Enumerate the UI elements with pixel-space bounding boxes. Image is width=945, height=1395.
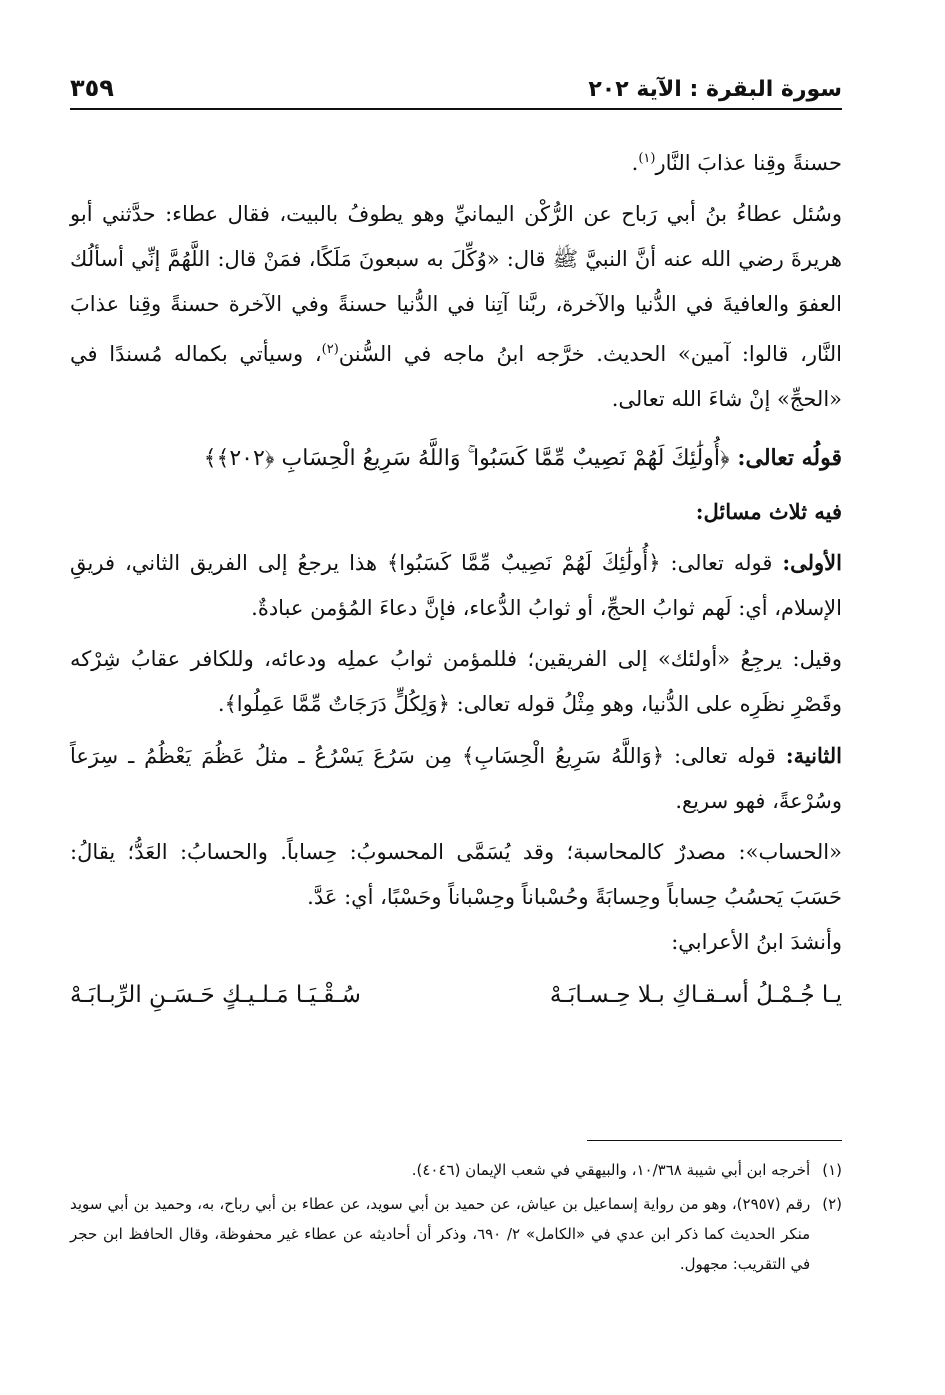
paragraph-1-end: . xyxy=(631,151,639,175)
ayah-text: ﴿أُولَٰئِكَ لَهُمْ نَصِيبٌ مِّمَّا كَسَبُوا ۚ وَاللَّهُ سَرِيعُ الْحِسَابِ ﴿٢٠٢﴾﴾ xyxy=(203,446,730,471)
hisab-text: «الحساب»: مصدرٌ كالمحاسبة؛ وقد يُسَمَّى المحسوبُ: حِساباً. والحسابُ: العَدُّ؛ يقالُ: حَسَبَ يَحسُبُ حِساباً وحِسابَةً وحُسْباناً وحِسْباناً وحَسْبًا، أي: عَدَّ. xyxy=(70,840,842,909)
paragraph-1 xyxy=(70,136,842,186)
footnote-ref-1: (١) xyxy=(638,151,656,166)
second-issue-text: قوله تعالى: ﴿وَاللَّهُ سَرِيعُ الْحِسَابِ﴾ مِن سَرُعَ يَسْرُعُ ـ مثلُ عَظُمَ يَعْظُمُ ـ سِرَعاً وسُرْعةً، فهو سريع. xyxy=(70,744,842,813)
qil-paragraph: وقيل: يرجِعُ «أولئك» إلى الفريقين؛ فللمؤمن ثوابُ عملِه ودعائه، وللكافر عقابُ شِرْكه وقَصْرِ نظَرِه على الدُّنيا، وهو مِثْلُ قوله تعالى: ﴿وَلِكُلٍّ دَرَجَاتٌ مِّمَّا عَمِلُوا﴾. xyxy=(70,647,842,716)
footnote-2 xyxy=(70,1189,842,1279)
first-issue-lead: الأولى: xyxy=(782,550,842,575)
paragraph-1-text: حسنةً وقِنا عذابَ النَّار xyxy=(655,151,842,175)
footnote-ref-2: (٢) xyxy=(321,342,339,357)
sura-title: سورة البقرة : الآية ٢٠٢ xyxy=(588,77,842,102)
second-issue xyxy=(70,733,842,824)
ayah-heading xyxy=(70,436,842,481)
anshad-text: وأنشدَ ابنُ الأعرابي: xyxy=(671,930,842,954)
footnote-2-number: (٢) xyxy=(822,1195,842,1213)
page-number: ٣٥٩ xyxy=(70,74,114,102)
verse-second-hemistich: سُـقْـيَـا مَـلـيـكٍ حَـسَـنِ الرِّبـابَـهْ xyxy=(70,982,361,1008)
paragraph-ata-end: ، وسيأتي بكماله مُسندًا في «الحجِّ» إنْ شاءَ الله تعالى. xyxy=(70,342,842,411)
verse-first-hemistich: يـا جُـمْـلُ أسـقـاكِ بـلا حِـسـابَـهْ xyxy=(549,982,842,1008)
masail-heading: فيه ثلاث مسائل: xyxy=(695,499,842,524)
paragraph-ata xyxy=(70,192,842,422)
first-issue xyxy=(70,540,842,631)
footnote-2-text: رقم (٢٩٥٧)، وهو من رواية إسماعيل بن عياش، عن حميد بن أبي سويد، عن عطاء بن أبي رباح، به، وحميد بن أبي سويد منكر الحديث كما ذكر ابن عدي في «الكامل» ٢/ ٦٩٠، وذكر أن أحاديثه عن عطاء غير محفوظة، وقال الحافظ ابن حجر في التقريب: مجهول. xyxy=(70,1195,811,1273)
running-header xyxy=(70,60,842,110)
footnotes xyxy=(70,1155,842,1283)
footnote-divider xyxy=(587,1140,842,1141)
paragraph-ata-text: وسُئل عطاءُ بنُ أبي رَباح عن الرُّكْن اليمانيِّ وهو يطوفُ بالبيت، فقال عطاء: حدَّثني أبو هريرةَ رضي الله عنه أنَّ النبيَّ ﷺ قال: «وُكِّلَ به سبعونَ مَلَكًا، فمَنْ قال: اللَّهُمَّ إنِّي أسألُك العفوَ والعافيةَ في الدُّنيا والآخرة، ربَّنا آتِنا في الدُّنيا حسنةً وفي الآخرة حسنةً وقِنا عذابَ النَّار، قالوا: آمين» الحديث. خرَّجه ابنُ ماجه في السُّنن xyxy=(70,202,842,366)
main-text xyxy=(70,136,842,1018)
second-issue-lead: الثانية: xyxy=(785,743,842,768)
first-issue-text: قوله تعالى: ﴿أُولَٰئِكَ لَهُمْ نَصِيبٌ مِّمَّا كَسَبُوا﴾ هذا يرجعُ إلى الفريق الثاني، فريقِ الإسلام، أي: لَهم ثوابُ الحجِّ، أو ثوابُ الدُّعاء، فإنَّ دعاءَ المُؤمن عبادةٌ. xyxy=(70,551,842,620)
book-page xyxy=(70,60,842,1380)
footnote-1-text: أخرجه ابن أبي شيبة ١٠/٣٦٨، والبيهقي في شعب الإيمان (٤٠٤٦). xyxy=(411,1161,811,1179)
poem-verse xyxy=(70,973,842,1018)
ayah-intro: قولُه تعالى: xyxy=(737,445,842,471)
hisab-paragraph xyxy=(70,830,842,965)
footnote-1-number: (١) xyxy=(822,1161,842,1179)
footnote-1 xyxy=(70,1155,842,1185)
